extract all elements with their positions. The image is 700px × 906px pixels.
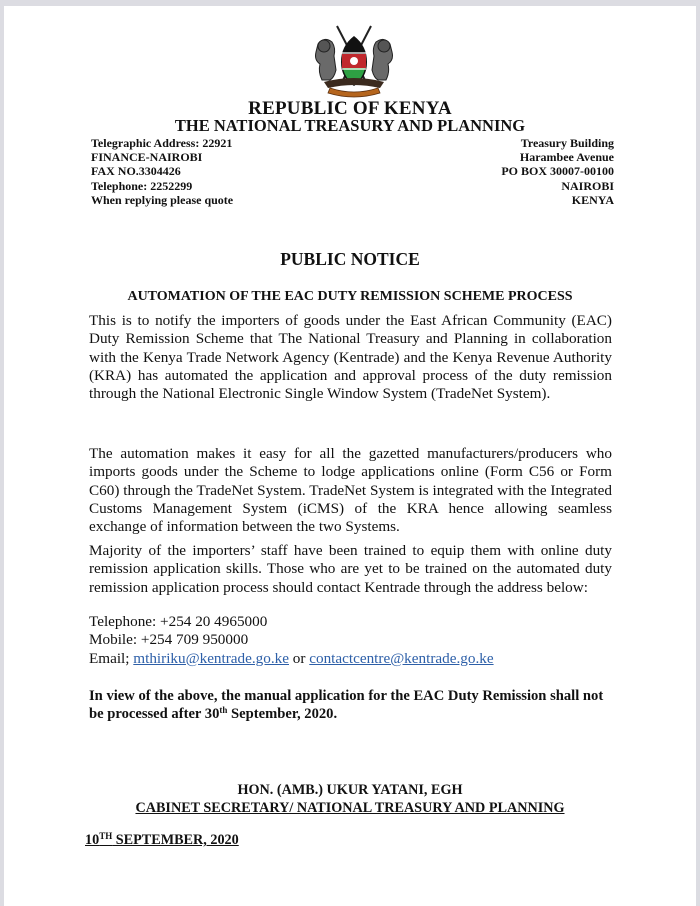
email-separator: or [289,649,310,667]
document-page [4,6,696,906]
address-block-right [501,136,614,207]
fax-number: FAX NO.3304426 [91,164,181,179]
signatory-name: HON. (AMB.) UKUR YATANI, EGH [237,782,463,798]
city: NAIROBI [561,178,614,193]
date-rest: SEPTEMBER, 2020 [112,832,239,848]
email-label: Email; [89,649,134,667]
final-statement-text: In view of the above, the manual application for the EAC Duty Remission shall not be processed after 30 [89,688,604,722]
date-ordinal: TH [99,831,113,841]
paragraph-2: The automation makes it easy for all the gazetted manufacturers/producers who imports goods under the Scheme to lodge applications online (Form C56 or Form C60) through the TradeNet System. TradeNet System is integrated with the Integrated Customs Management System (iCMS) of the KRA hence allowing seamless exchange of information between the two Systems. [89,445,612,536]
final-statement [89,687,619,723]
address-block-left [91,136,233,207]
signatory-title: CABINET SECRETARY/ NATIONAL TREASURY AND PLANNING [135,800,565,816]
paragraph-1: This is to notify the importers of goods under the East African Community (EAC) Duty Remission Scheme that The National Treasury and Planning in collaboration with the Kenya Trade Network Agency (Kentrade) and the Kenya Revenue Authority (KRA) has automated the application and approval process of the duty remission through the National Electronic Single Window System (TradeNet System). [89,312,612,403]
final-statement-date: September, 2020. [227,706,338,722]
reply-quote-note: When replying please quote [91,192,234,207]
street-name: Harambee Avenue [519,150,614,165]
contact-block [89,613,494,668]
contact-mobile: Mobile: +254 709 950000 [89,631,249,649]
notice-subject: AUTOMATION OF THE EAC DUTY REMISSION SCHEME PROCESS [127,289,573,304]
building-name: Treasury Building [520,136,614,150]
country-heading: REPUBLIC OF KENYA [248,98,452,119]
contact-telephone: Telephone: +254 20 4965000 [89,613,268,630]
telegraphic-address: Telegraphic Address: 22921 [91,136,233,150]
ordinal-suffix: th [219,705,228,715]
kenya-coat-of-arms-icon [304,24,404,98]
email-link-contactcentre[interactable]: contactcentre@kentrade.go.ke [309,649,494,667]
finance-nairobi: FINANCE-NAIROBI [91,150,203,165]
contact-email-line [89,650,494,668]
date-day: 10 [85,832,100,848]
po-box: PO BOX 30007-00100 [501,164,614,179]
email-link-mthiriku[interactable]: mthiriku@kentrade.go.ke [133,649,289,667]
country: KENYA [571,192,614,207]
ministry-heading: THE NATIONAL TREASURY AND PLANNING [174,116,526,135]
paragraph-3: Majority of the importers’ staff have been trained to equip them with online duty remission application skills. Those who are yet to be trained on the automated duty remission application process should contact Kentrade through the address below: [89,542,612,596]
notice-date [85,832,239,849]
notice-title: PUBLIC NOTICE [280,249,420,269]
telephone-number: Telephone: 2252299 [91,178,193,193]
